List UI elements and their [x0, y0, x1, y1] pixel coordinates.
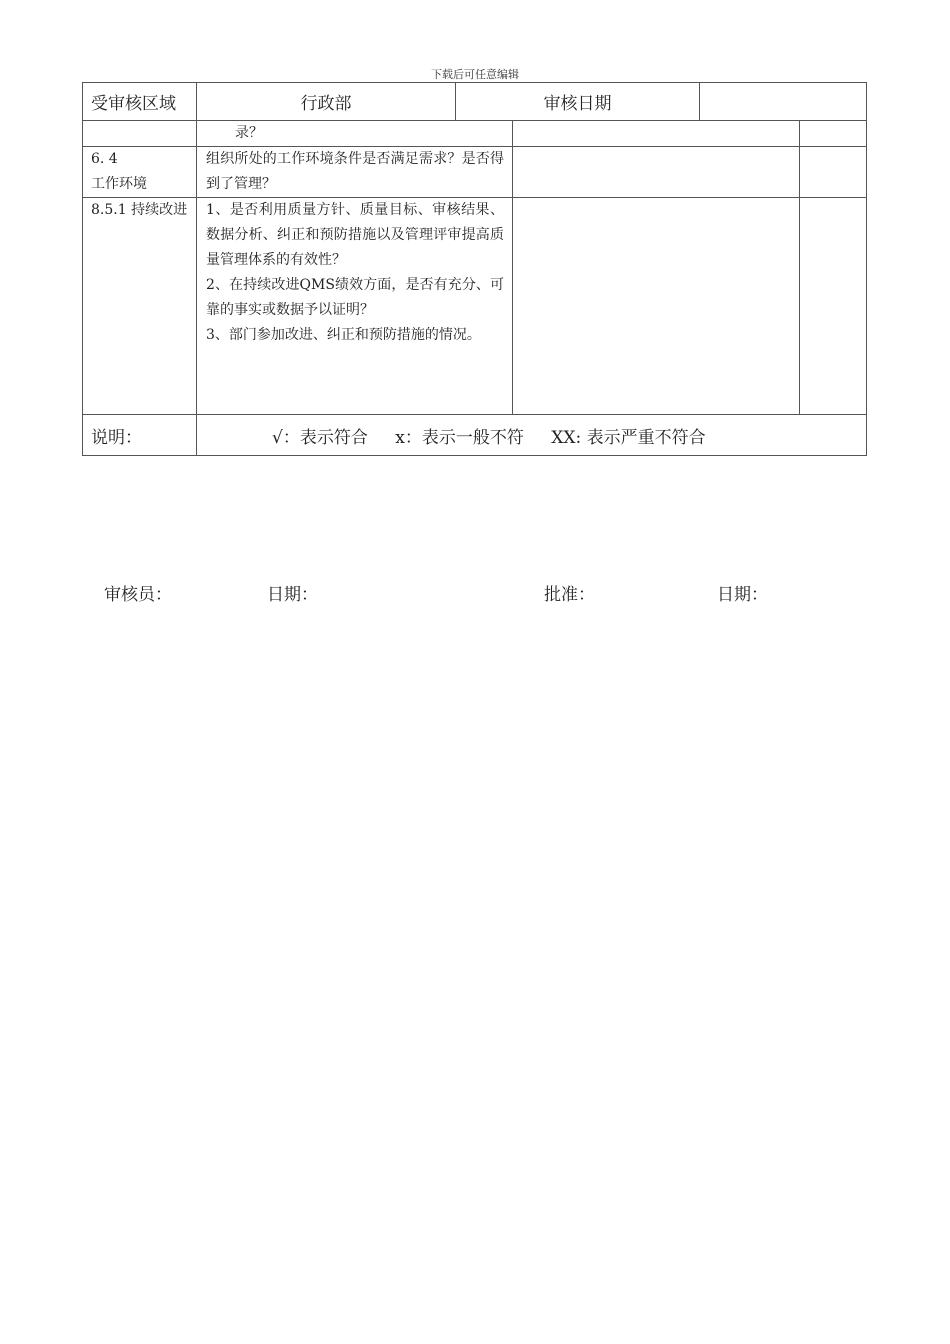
- auditor-label: 审核员：: [104, 585, 172, 605]
- table-row: [83, 121, 867, 147]
- clause-cell: [83, 147, 197, 198]
- question-cell: 组织所处的工作环境条件是否满足需求？是否得到了管理？: [197, 147, 513, 198]
- question-cell: [197, 198, 513, 415]
- audit-date-value: [700, 83, 867, 121]
- header-row: [83, 83, 867, 121]
- clause-cell: 8.5.1 持续改进: [83, 198, 197, 415]
- audit-date-label: 审核日期: [456, 83, 700, 121]
- legend-cell: [197, 415, 867, 456]
- approve-date-label: 日期：: [717, 585, 768, 605]
- question-item: 2、在持续改进QMS绩效方面，是否有充分、可靠的事实或数据予以证明？: [206, 277, 504, 318]
- clause-cell: [83, 121, 197, 147]
- table-row: [83, 198, 867, 415]
- result-cell: [800, 147, 867, 198]
- note-row: [83, 415, 867, 456]
- question-item: 1、是否利用质量方针、质量目标、审核结果、数据分析、纠正和预防措施以及管理评审提高质量管理体系的有效性？: [206, 202, 504, 268]
- legend-major-nonconform: XX: 表示严重不符合: [551, 427, 706, 448]
- legend-conform: √：表示符合: [272, 427, 368, 448]
- table-row: [83, 147, 867, 198]
- question-cell: 录？: [197, 121, 513, 147]
- question-item: 3、部门参加改进、纠正和预防措施的情况。: [206, 327, 481, 343]
- record-cell: [513, 147, 800, 198]
- audit-header-table: [82, 82, 867, 121]
- department-value: 行政部: [197, 83, 456, 121]
- result-cell: [800, 198, 867, 415]
- result-cell: [800, 121, 867, 147]
- signature-line: [0, 580, 950, 604]
- download-note: 下载后可任意编辑: [431, 68, 519, 81]
- area-label: 受审核区域: [83, 83, 197, 121]
- record-cell: [513, 121, 800, 147]
- approve-label: 批准：: [544, 585, 595, 605]
- audit-checklist-table: [82, 120, 867, 456]
- clause-title: 工作环境: [91, 176, 147, 192]
- record-cell: [513, 198, 800, 415]
- clause-number: 6. 4: [91, 151, 118, 167]
- note-label: 说明：: [83, 415, 197, 456]
- legend-minor-nonconform: x：表示一般不符: [395, 427, 524, 448]
- auditor-date-label: 日期：: [267, 585, 318, 605]
